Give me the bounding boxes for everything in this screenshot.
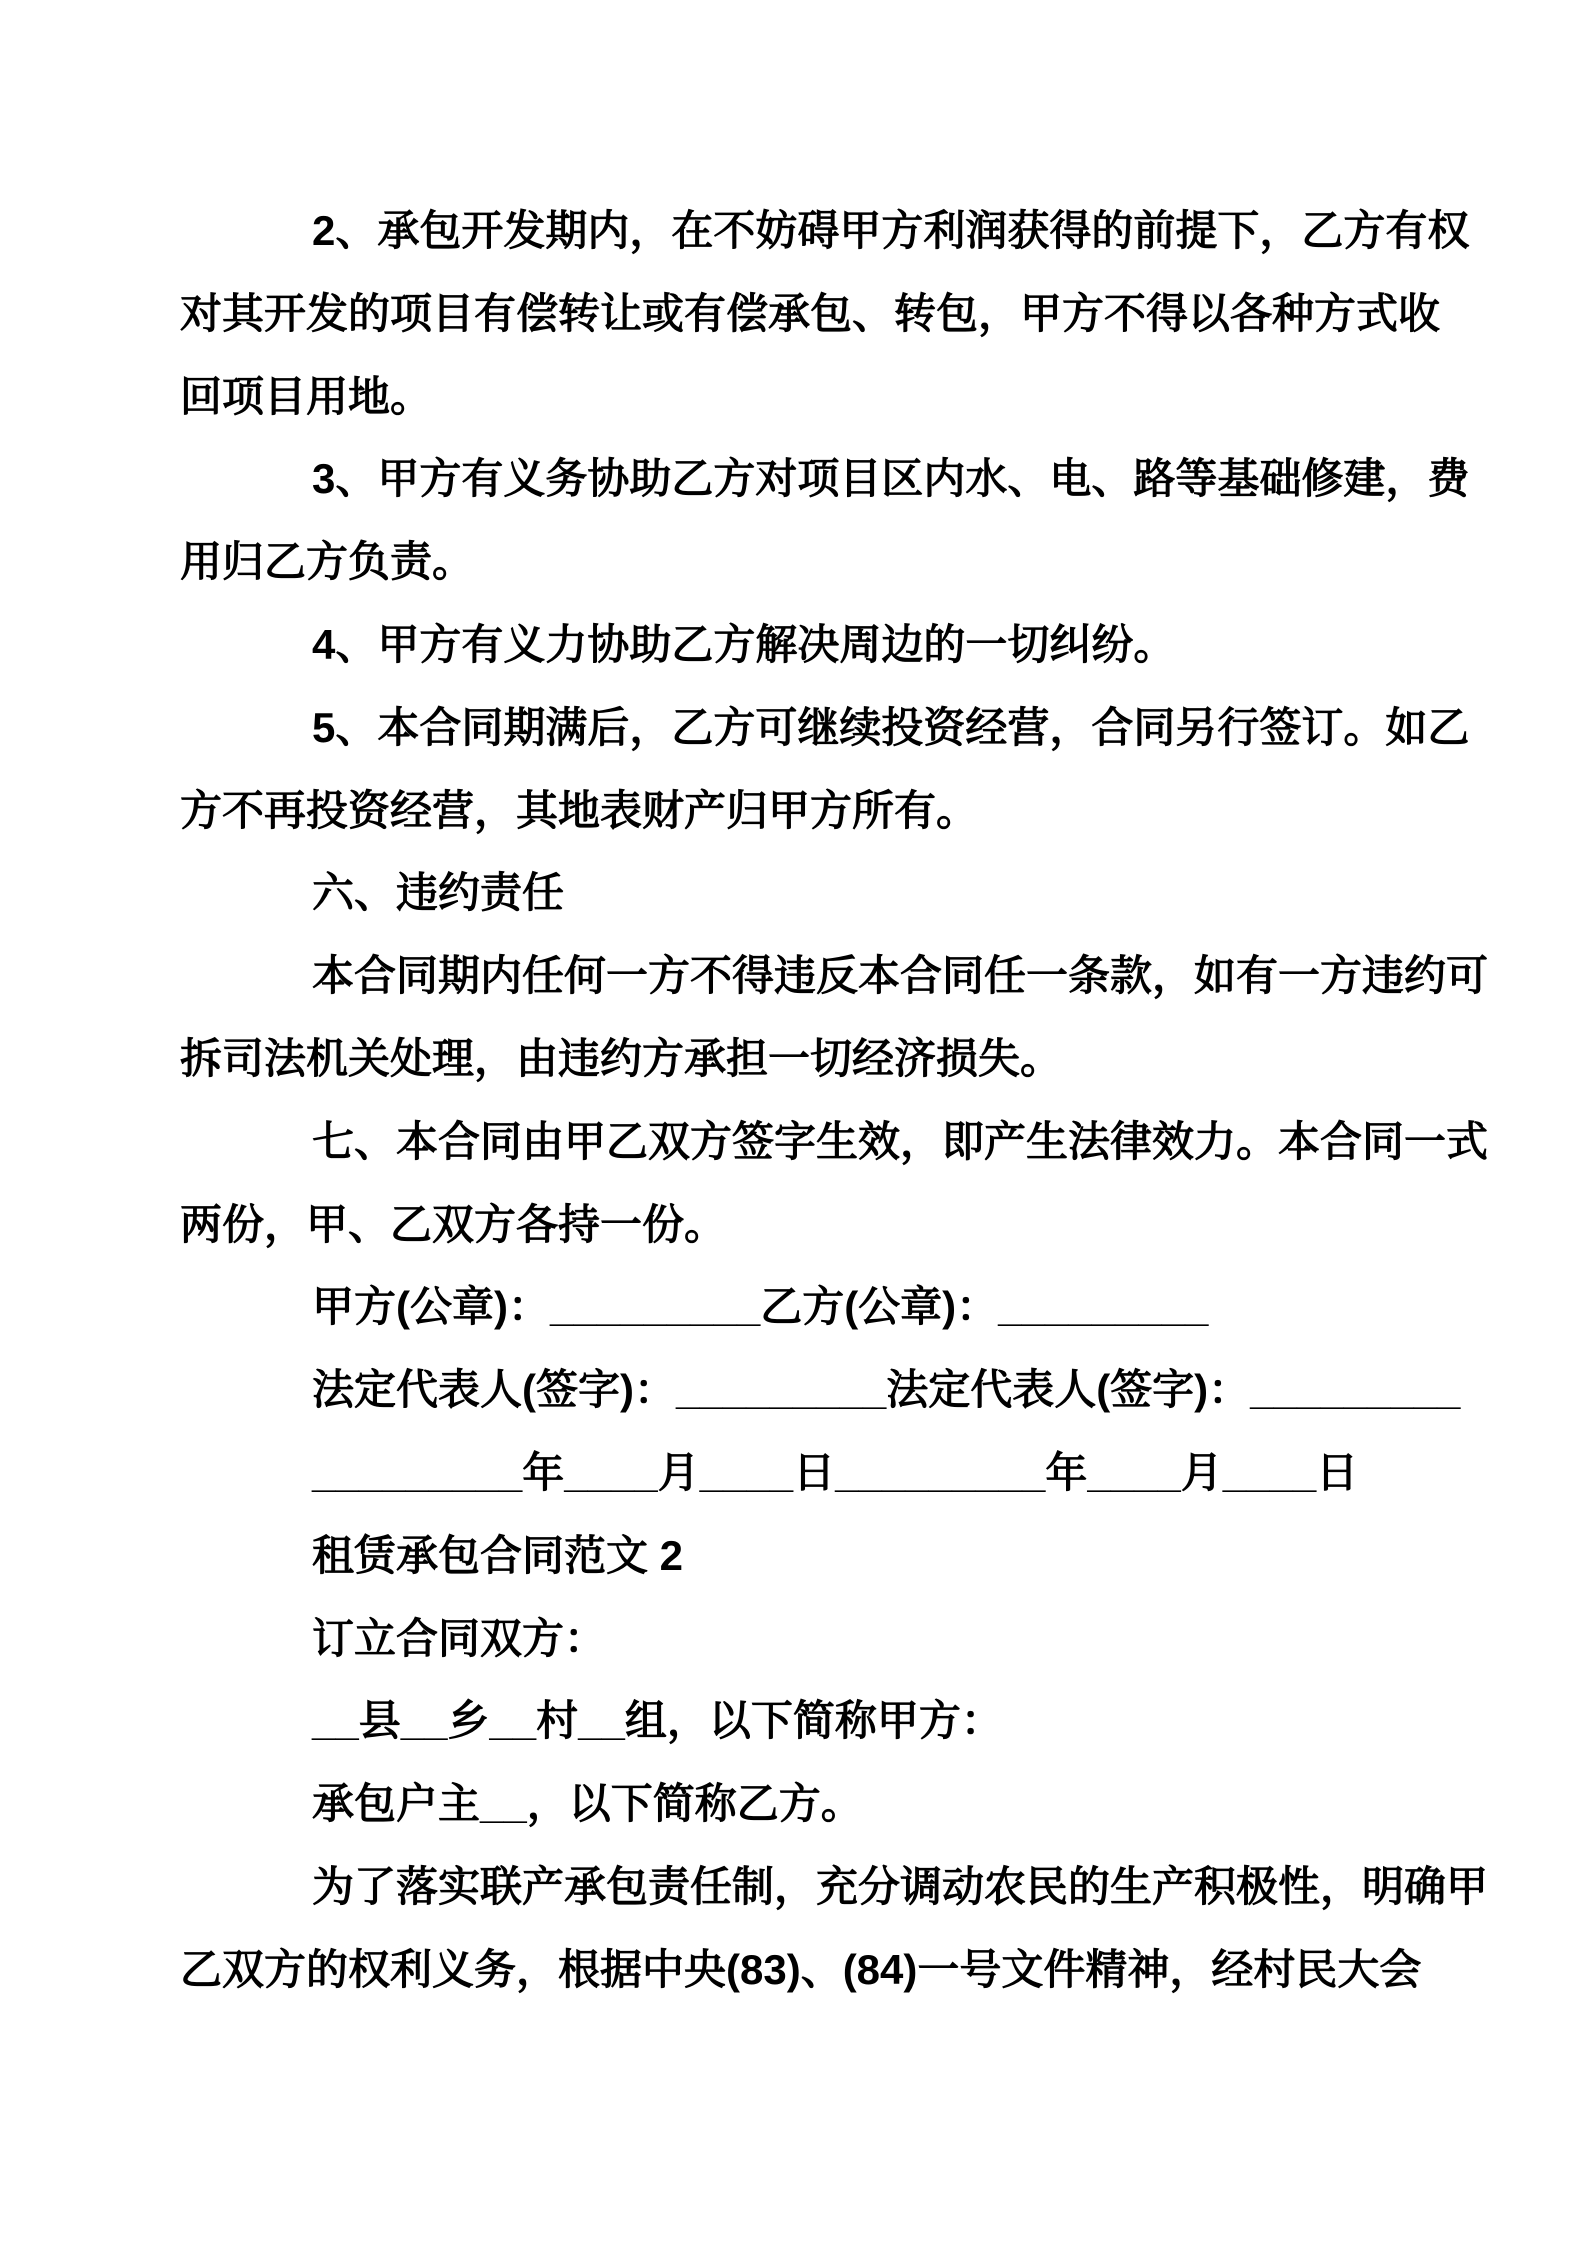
text-line: 对其开发的项目有偿转让或有偿承包、转包，甲方不得以各种方式收 [180,289,1441,337]
text-line: 本合同期内任何一方不得违反本合同任一条款，如有一方违约可 [312,952,1489,1000]
text-line: __县__乡__村__组，以下简称甲方： [312,1697,1003,1745]
text-line: 为了落实联产承包责任制，充分调动农民的生产积极性，明确甲 [312,1862,1489,1910]
document-body [180,190,1489,2012]
text-line: 4、甲方有义力协助乙方解决周边的一切纠纷。 [312,620,1176,668]
text-line: 两份，甲、乙双方各持一份。 [180,1200,727,1248]
text-line: 七、本合同由甲乙双方签字生效，即产生法律效力。本合同一式 [312,1117,1489,1165]
text-line: 六、违约责任 [312,869,565,917]
text-line: 5、本合同期满后，乙方可继续投资经营，合同另行签订。如乙 [312,703,1470,751]
text-line: 法定代表人(签字)：_________法定代表人(签字)：_________ [312,1366,1461,1414]
text-line: 拆司法机关处理，由违约方承担一切经济损失。 [180,1034,1063,1082]
text-line: 方不再投资经营，其地表财产归甲方所有。 [180,786,979,834]
text-line: 承包户主__，以下简称乙方。 [312,1780,863,1828]
text-line: 2、承包开发期内，在不妨碍甲方利润获得的前提下，乙方有权 [312,207,1470,254]
text-line: 甲方(公章)：_________乙方(公章)：_________ [312,1283,1209,1331]
text-line: 租赁承包合同范文 2 [312,1531,684,1579]
text-line: 3、甲方有义务协助乙方对项目区内水、电、路等基础修建，费 [312,455,1470,503]
text-line: _________年____月____日_________年____月____日 [312,1448,1359,1496]
text-line: 用归乙方负责。 [180,538,475,586]
text-line: 乙双方的权利义务，根据中央(83)、(84)一号文件精神，经村民大会 [180,1945,1422,1993]
text-line: 回项目用地。 [180,372,433,420]
text-line: 订立合同双方： [312,1614,607,1662]
